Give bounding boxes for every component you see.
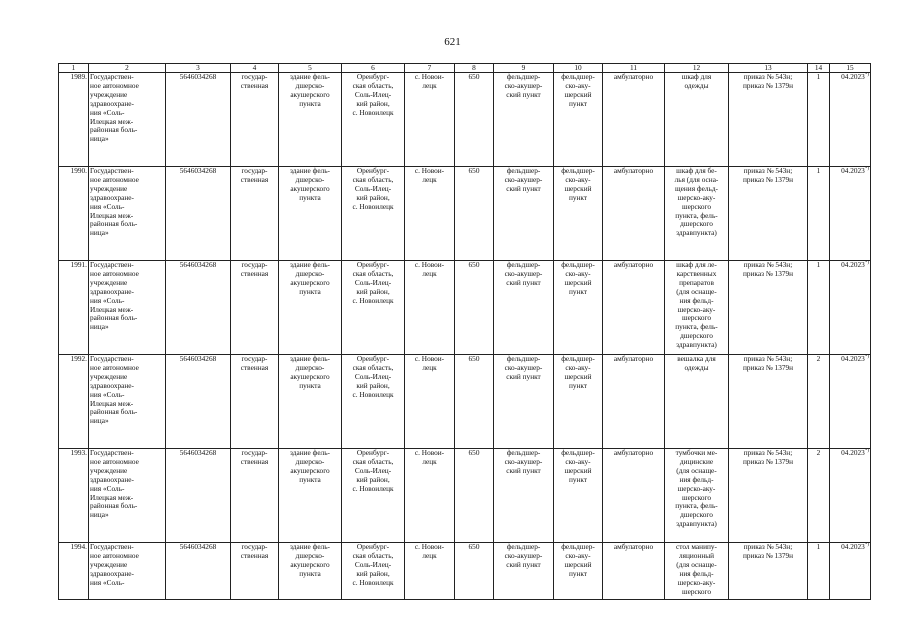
column-header: 1	[59, 64, 89, 73]
quantity: 2	[816, 448, 821, 457]
equipment-name: тумбочки ме- дицинские (для оснаще- ния фельд- шерско-аку- шерского пункта, фель- дшерского здравпункта)	[675, 448, 718, 529]
column-header: 10	[554, 64, 603, 73]
column-header: 15	[830, 64, 871, 73]
date-footnote-mark: *)	[864, 448, 869, 454]
code: 650	[468, 166, 480, 175]
inn-value: 5646034268	[179, 166, 217, 175]
order-reference: приказ № 543н; приказ № 1379н	[742, 448, 794, 466]
code: 650	[468, 542, 480, 551]
page-number: 621	[444, 36, 461, 48]
column-header: 7	[405, 64, 455, 73]
date: 04.2023	[841, 166, 865, 175]
row-index: 1993.	[59, 449, 89, 543]
table-row	[59, 355, 871, 449]
date: 04.2023	[841, 448, 865, 457]
settlement: с. Новои- лецк	[414, 354, 445, 372]
code: 650	[468, 448, 480, 457]
care-type: амбулаторно	[613, 260, 654, 269]
unit-short-name: фельдшер- ско-аку- шерский пункт	[561, 72, 595, 108]
date: 04.2023	[841, 354, 865, 363]
code: 650	[468, 260, 480, 269]
ownership-type: государ- ственная	[240, 260, 269, 278]
building-type: здание фель- дшерско- акушерского пункта	[290, 448, 330, 484]
inn-value: 5646034268	[179, 448, 217, 457]
unit-short-name: фельдшер- ско-аку- шерский пункт	[561, 448, 595, 484]
table-row	[59, 449, 871, 543]
settlement: с. Новои- лецк	[414, 166, 445, 184]
table-row	[59, 73, 871, 167]
date-footnote-mark: *)	[864, 354, 869, 360]
address: Оренбург- ская область, Соль-Илец- кий район, с. Новоилецк	[352, 72, 394, 117]
column-header: 14	[808, 64, 830, 73]
date: 04.2023	[841, 542, 865, 551]
quantity: 1	[816, 72, 821, 81]
care-type: амбулаторно	[613, 72, 654, 81]
column-header: 2	[89, 64, 166, 73]
date-footnote-mark: *)	[864, 542, 869, 548]
table-row	[59, 167, 871, 261]
settlement: с. Новои- лецк	[414, 260, 445, 278]
order-reference: приказ № 543н; приказ № 1379н	[742, 166, 794, 184]
organization-name: Государствен- ное автономное учреждение здравоохране- ния «Соль- Илецкая меж- районная боль- ница»	[90, 72, 139, 144]
address: Оренбург- ская область, Соль-Илец- кий район, с. Новоилецк	[352, 166, 394, 211]
row-index: 1989.	[59, 73, 89, 167]
column-header: 8	[455, 64, 494, 73]
ownership-type: государ- ственная	[240, 448, 269, 466]
care-type: амбулаторно	[613, 354, 654, 363]
equipment-name: шкаф для бе- лья (для осна- щения фельд- шерско-аку- шерского пункта, фель- дшерского здравпункта)	[674, 166, 719, 238]
unit-name: фельдшер- ско-акушер- ский пункт	[504, 354, 543, 381]
settlement: с. Новои- лецк	[414, 448, 445, 466]
column-header: 3	[166, 64, 231, 73]
date-footnote-mark: *)	[864, 260, 869, 266]
row-index: 1990.	[59, 167, 89, 261]
equipment-name: вешалка для одежды	[677, 354, 716, 372]
registry-table	[58, 63, 871, 600]
table-row	[59, 543, 871, 600]
quantity: 1	[816, 260, 821, 269]
address: Оренбург- ская область, Соль-Илец- кий район, с. Новоилецк	[352, 260, 394, 305]
order-reference: приказ № 543н; приказ № 1379н	[742, 72, 794, 90]
column-header: 9	[494, 64, 554, 73]
row-index: 1994.	[59, 543, 89, 600]
organization-name: Государствен- ное автономное учреждение здравоохране- ния «Соль- Илецкая меж- районная боль- ница»	[90, 166, 139, 238]
inn-value: 5646034268	[179, 260, 217, 269]
organization-name: Государствен- ное автономное учреждение здравоохране- ния «Соль-	[90, 542, 139, 587]
order-reference: приказ № 543н; приказ № 1379н	[742, 260, 794, 278]
organization-name: Государствен- ное автономное учреждение здравоохране- ния «Соль- Илецкая меж- районная боль- ница»	[90, 260, 139, 332]
building-type: здание фель- дшерско- акушерского пункта	[290, 260, 330, 296]
inn-value: 5646034268	[179, 354, 217, 363]
unit-short-name: фельдшер- ско-аку- шерский пункт	[561, 166, 595, 202]
date-footnote-mark: *)	[864, 166, 869, 172]
date: 04.2023	[841, 260, 865, 269]
unit-short-name: фельдшер- ско-аку- шерский пункт	[561, 542, 595, 578]
row-index: 1991.	[59, 261, 89, 355]
organization-name: Государствен- ное автономное учреждение здравоохране- ния «Соль- Илецкая меж- районная боль- ница»	[90, 354, 139, 426]
column-header: 5	[279, 64, 342, 73]
code: 650	[468, 72, 480, 81]
organization-name: Государствен- ное автономное учреждение здравоохране- ния «Соль- Илецкая меж- районная боль- ница»	[90, 448, 139, 520]
care-type: амбулаторно	[613, 166, 654, 175]
column-header: 4	[231, 64, 279, 73]
unit-name: фельдшер- ско-акушер- ский пункт	[504, 166, 543, 193]
row-index: 1992.	[59, 355, 89, 449]
order-reference: приказ № 543н; приказ № 1379н	[742, 542, 794, 560]
equipment-name: стол манипу- ляционный (для оснаще- ния фельд- шерско-аку- шерского	[676, 542, 717, 596]
building-type: здание фель- дшерско- акушерского пункта	[290, 542, 330, 578]
equipment-name: шкаф для ле- карственных препаратов (для оснаще- ния фельд- шерско-аку- шерского пункта, фель- дшерского здравпункта)	[675, 260, 718, 350]
quantity: 2	[816, 354, 821, 363]
unit-name: фельдшер- ско-акушер- ский пункт	[504, 542, 543, 569]
column-number-row	[59, 64, 871, 73]
settlement: с. Новои- лецк	[414, 542, 445, 560]
equipment-name: шкаф для одежды	[681, 72, 712, 90]
column-header: 12	[665, 64, 729, 73]
inn-value: 5646034268	[179, 542, 217, 551]
unit-name: фельдшер- ско-акушер- ский пункт	[504, 72, 543, 99]
address: Оренбург- ская область, Соль-Илец- кий район, с. Новоилецк	[352, 448, 394, 493]
unit-short-name: фельдшер- ско-аку- шерский пункт	[561, 354, 595, 390]
building-type: здание фель- дшерско- акушерского пункта	[290, 72, 330, 108]
code: 650	[468, 354, 480, 363]
care-type: амбулаторно	[613, 542, 654, 551]
care-type: амбулаторно	[613, 448, 654, 457]
building-type: здание фель- дшерско- акушерского пункта	[290, 166, 330, 202]
quantity: 1	[816, 166, 821, 175]
ownership-type: государ- ственная	[240, 354, 269, 372]
inn-value: 5646034268	[179, 72, 217, 81]
ownership-type: государ- ственная	[240, 542, 269, 560]
date-footnote-mark: *)	[864, 72, 869, 78]
table-row	[59, 261, 871, 355]
settlement: с. Новои- лецк	[414, 72, 445, 90]
address: Оренбург- ская область, Соль-Илец- кий район, с. Новоилецк	[352, 354, 394, 399]
unit-short-name: фельдшер- ско-аку- шерский пункт	[561, 260, 595, 296]
quantity: 1	[816, 542, 821, 551]
order-reference: приказ № 543н; приказ № 1379н	[742, 354, 794, 372]
column-header: 11	[603, 64, 665, 73]
ownership-type: государ- ственная	[240, 166, 269, 184]
building-type: здание фель- дшерско- акушерского пункта	[290, 354, 330, 390]
column-header: 6	[342, 64, 405, 73]
unit-name: фельдшер- ско-акушер- ский пункт	[504, 260, 543, 287]
address: Оренбург- ская область, Соль-Илец- кий район, с. Новоилецк	[352, 542, 394, 587]
column-header: 13	[729, 64, 808, 73]
date: 04.2023	[841, 72, 865, 81]
ownership-type: государ- ственная	[240, 72, 269, 90]
unit-name: фельдшер- ско-акушер- ский пункт	[504, 448, 543, 475]
